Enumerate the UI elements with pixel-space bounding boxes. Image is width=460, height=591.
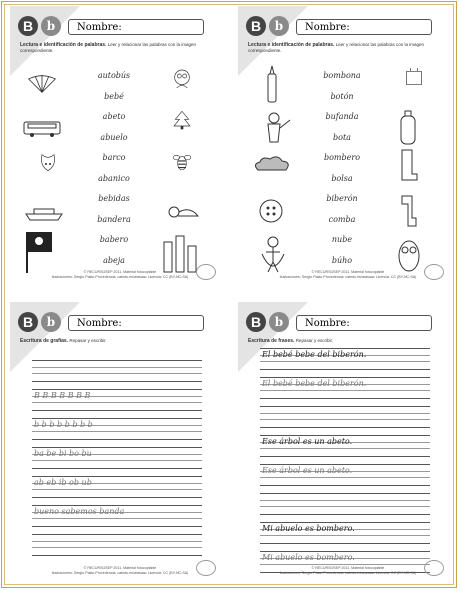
boot-icon: [398, 148, 418, 182]
handwriting-lines[interactable]: [260, 406, 430, 428]
badge-uppercase: B: [246, 16, 266, 36]
word-item: botón: [330, 91, 354, 101]
word-item: nube: [331, 235, 353, 244]
word-item: búho: [331, 255, 353, 265]
handwriting-lines[interactable]: [32, 418, 202, 440]
badge-lowercase: b: [41, 312, 61, 332]
fan-icon: [22, 74, 62, 94]
grandfather-icon: [162, 68, 202, 88]
badge-uppercase: B: [18, 16, 38, 36]
badge-lowercase: b: [269, 312, 289, 332]
footer: © RECURSOSEP 2011. Material fotocopiable Ilustraciones: Sergio Palao Procedencia: catedu.es/arasaac Licencia: CC (BY-NC-SA): [279, 566, 417, 575]
handwriting-lines[interactable]: [32, 476, 202, 498]
word-item: bebé: [104, 91, 124, 101]
sentence-model: El bebé bebe del biberón.: [262, 350, 367, 359]
tracing-model: Ese árbol es un abeto.: [262, 466, 353, 475]
fir-tree-icon: [162, 110, 202, 130]
word-item: bombero: [323, 153, 361, 162]
word-item: abanico: [98, 173, 130, 183]
word-list: [74, 66, 154, 271]
word-item: barco: [102, 153, 126, 162]
jump-rope-girl-icon: [258, 234, 288, 274]
handwriting-lines[interactable]: [260, 377, 430, 399]
footer: © RECURSOSEP 2011. Material fotocopiable Ilustraciones: Sergio Palao Procedencia: catedu.es/arasaac Licencia: CC (BY-NC-SA): [279, 270, 417, 279]
mascot-logo: [424, 264, 444, 280]
word-item: abeto: [102, 112, 126, 121]
word-item: bebidas: [98, 194, 130, 203]
word-item: babero: [99, 235, 129, 244]
scarf-icon: [396, 194, 420, 228]
name-field[interactable]: Nombre:: [296, 19, 432, 35]
instructions: Lectura e identificación de palabras. Leer y relacionar las palabras con la imagen correspondiente.: [248, 42, 424, 53]
footer: © RECURSOSEP 2011. Material fotocopiable Ilustraciones: Sergio Palao Procedencia: catedu.es/arasaac Licencia: CC (BY-NC-SA): [51, 270, 189, 279]
word-item: bombona: [323, 71, 361, 80]
word-item: bota: [333, 132, 351, 142]
tracing-model: El bebé bebe del biberón.: [262, 379, 367, 388]
owl-icon: [396, 234, 422, 274]
instructions: Escritura de frases. Repasar y escribir.: [248, 338, 333, 344]
footer: © RECURSOSEP 2011. Material fotocopiable Ilustraciones: Sergio Palao Procedencia: catedu.es/arasaac Licencia: CC (BY-NC-SA): [51, 566, 189, 575]
word-item: comba: [328, 214, 356, 224]
badge-uppercase: B: [246, 312, 266, 332]
badge-lowercase: b: [269, 16, 289, 36]
word-item: biberón: [326, 194, 358, 203]
badge-uppercase: B: [18, 312, 38, 332]
instructions: Lectura e identificación de palabras. Leer y relacionar las palabras con la imagen correspondiente.: [20, 42, 196, 53]
word-item: abeja: [103, 255, 125, 265]
drinks-icon: [158, 232, 202, 274]
tracing-model: bueno sabemos banda: [34, 507, 125, 516]
word-item: bufanda: [325, 112, 359, 121]
word-item: bolsa: [331, 173, 353, 183]
sentence-model: Ese árbol es un abeto.: [262, 437, 353, 446]
handwriting-lines[interactable]: [260, 435, 430, 457]
sentence-model: Mi abuelo es bombero.: [262, 524, 355, 533]
worksheet-panel-3: [10, 302, 222, 582]
baby-icon: [162, 202, 202, 222]
cloud-icon: [252, 154, 292, 174]
tracing-model: ba be bi bo bu: [34, 449, 92, 458]
badge-lowercase: b: [41, 16, 61, 36]
tracing-model: b b b b b b b b: [34, 420, 93, 429]
name-field[interactable]: Nombre:: [68, 315, 204, 331]
tracing-model: B B B B B B B: [34, 391, 91, 400]
handwriting-lines[interactable]: [260, 522, 430, 544]
word-item: autobús: [97, 71, 131, 80]
mascot-logo: [196, 264, 216, 280]
shopping-bag-icon: [394, 66, 434, 86]
worksheet-panel-1: [10, 6, 222, 286]
worksheet-panel-4: [238, 302, 450, 582]
bee-icon: [162, 152, 202, 172]
bib-icon: [28, 152, 68, 172]
handwriting-lines[interactable]: [260, 493, 430, 515]
bus-icon: [22, 118, 62, 138]
name-field[interactable]: Nombre:: [68, 19, 204, 35]
handwriting-lines[interactable]: [260, 464, 430, 486]
baby-bottle-icon: [264, 64, 280, 104]
button-icon: [258, 198, 284, 224]
handwriting-lines[interactable]: [32, 505, 202, 527]
handwriting-lines[interactable]: [32, 360, 202, 382]
word-item: bandera: [97, 214, 131, 224]
writing-area: [260, 348, 430, 580]
worksheet-panel-2: [238, 6, 450, 286]
word-item: abuelo: [100, 132, 128, 142]
tracing-model: ab eb ib ob ub: [34, 478, 92, 487]
handwriting-lines[interactable]: [32, 389, 202, 411]
gas-cylinder-icon: [398, 110, 418, 146]
pirate-flag-icon: [24, 230, 54, 274]
firefighter-icon: [258, 110, 292, 144]
tracing-model: Mi abuelo es bombero.: [262, 553, 355, 562]
handwriting-lines[interactable]: [32, 447, 202, 469]
writing-area: [32, 360, 202, 563]
mascot-logo: [424, 560, 444, 576]
instructions: Escritura de grafías. Repasar y escribir.: [20, 338, 107, 344]
word-list: [302, 66, 382, 271]
name-field[interactable]: Nombre:: [296, 315, 432, 331]
handwriting-lines[interactable]: [32, 534, 202, 556]
mascot-logo: [196, 560, 216, 576]
boat-icon: [24, 204, 64, 224]
handwriting-lines[interactable]: [260, 348, 430, 370]
